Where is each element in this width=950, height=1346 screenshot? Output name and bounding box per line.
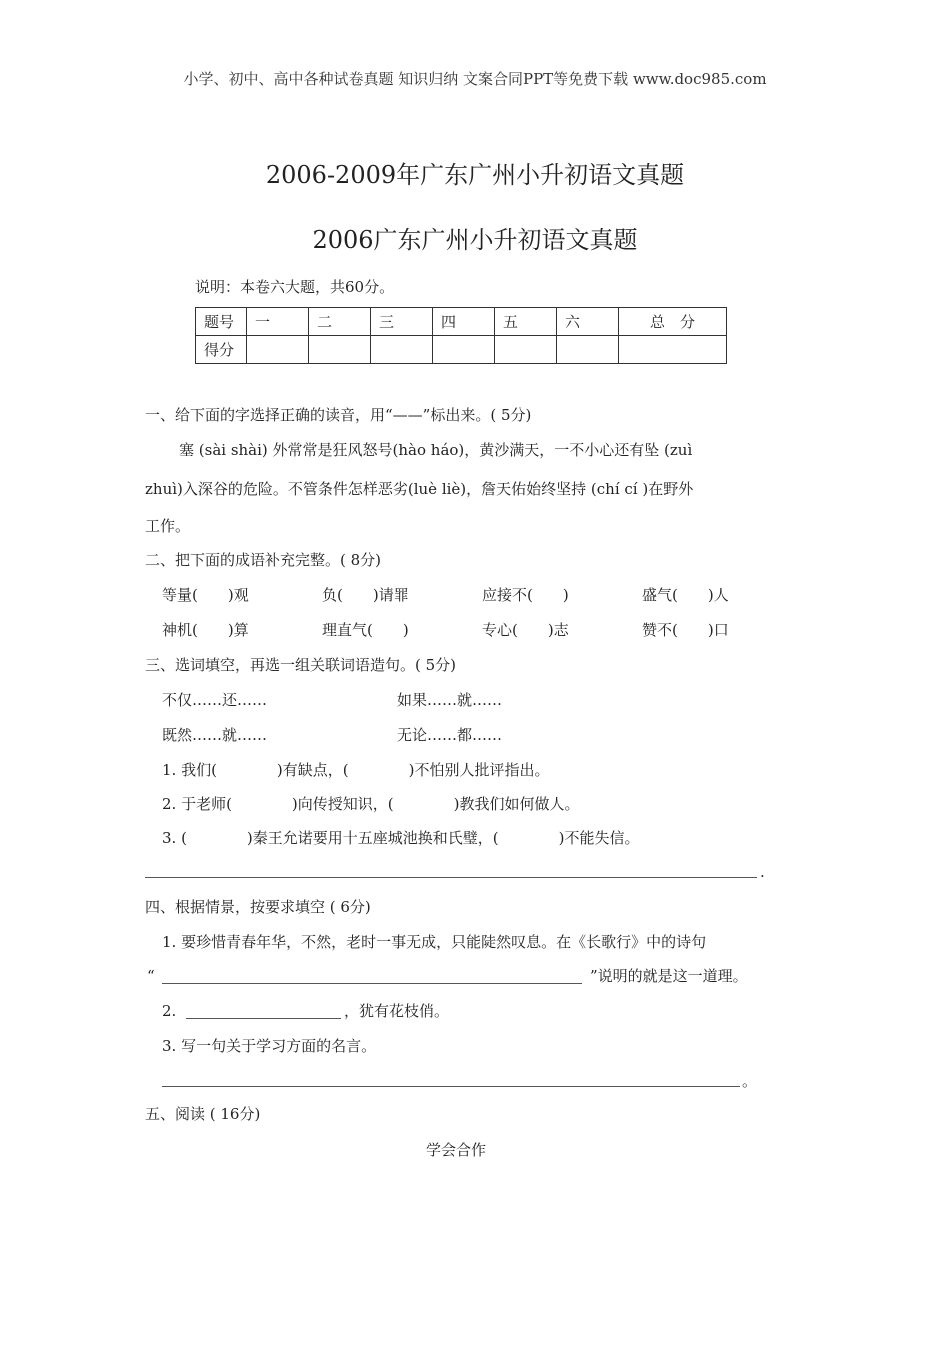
question-3-2: 2. 于老师( )向传授知识，( )教我们如何做人。 xyxy=(162,795,580,813)
score-table xyxy=(195,307,727,364)
sub-title: 2006广东广州小升初语文真题 xyxy=(312,226,638,254)
score-table-header-cell: 二 xyxy=(309,308,371,336)
score-table-header-cell: 三 xyxy=(371,308,433,336)
score-cell[interactable] xyxy=(309,336,371,364)
conjunction-option: 不仅……还…… xyxy=(162,691,268,709)
quote-answer-line[interactable] xyxy=(162,1086,740,1087)
score-cell[interactable] xyxy=(433,336,495,364)
idiom-item: 神机( )算 xyxy=(162,621,249,639)
score-table-header-cell: 四 xyxy=(433,308,495,336)
section-5-heading: 五、阅读 ( 16分) xyxy=(145,1105,261,1123)
question-4-2-text: ，犹有花枝俏。 xyxy=(344,1002,450,1020)
idiom-item: 盛气( )人 xyxy=(642,586,729,604)
section-1-heading: 一、给下面的字选择正确的读音，用“——”标出来。( 5分) xyxy=(145,406,532,424)
section-1-line: 工作。 xyxy=(145,517,191,535)
poem-line-blank[interactable] xyxy=(186,1018,341,1019)
instruction: 说明：本卷六大题，共60分。 xyxy=(195,278,395,296)
idiom-item: 理直气( ) xyxy=(322,621,409,639)
question-4-2-number: 2. xyxy=(162,1002,177,1020)
section-3-heading: 三、选词填空，再选一组关联词语造句。( 5分) xyxy=(145,656,457,674)
conjunction-option: 如果……就…… xyxy=(397,691,503,709)
score-row-label: 得分 xyxy=(196,336,247,364)
score-table-header-cell: 题号 xyxy=(196,308,247,336)
article-title: 学会合作 xyxy=(425,1141,486,1159)
question-3-1: 1. 我们( )有缺点，( )不怕别人批评指出。 xyxy=(162,761,550,779)
score-table-header-row xyxy=(196,308,727,336)
line-end-period: 。 xyxy=(742,1072,758,1090)
question-4-1-tail: ”说明的就是这一道理。 xyxy=(590,967,748,985)
section-1-line: zhuì)入深谷的危险。不管条件怎样恶劣(luè liè)，詹天佑始终坚持 (chí cí )在野外 xyxy=(145,480,694,498)
question-3-3: 3. ( )秦王允诺要用十五座城池换和氏璧，( )不能失信。 xyxy=(162,829,640,847)
score-table-header-cell: 总 分 xyxy=(619,308,727,336)
line-end-period: . xyxy=(760,863,765,881)
poem-answer-line[interactable] xyxy=(162,983,582,984)
idiom-item: 应接不( ) xyxy=(482,586,569,604)
page-header: 小学、初中、高中各种试卷真题 知识归纳 文案合同PPT等免费下载 www.doc985.com xyxy=(183,70,767,88)
section-2-heading: 二、把下面的成语补充完整。( 8分) xyxy=(145,551,382,569)
section-4-heading: 四、根据情景，按要求填空 ( 6分) xyxy=(145,898,371,916)
conjunction-option: 既然……就…… xyxy=(162,726,268,744)
idiom-item: 专心( )志 xyxy=(482,621,569,639)
question-4-3: 3. 写一句关于学习方面的名言。 xyxy=(162,1037,377,1055)
main-title: 2006-2009年广东广州小升初语文真题 xyxy=(265,161,685,189)
score-table-header-cell: 五 xyxy=(495,308,557,336)
idiom-item: 等量( )观 xyxy=(162,586,249,604)
idiom-item: 负( )请罪 xyxy=(322,586,409,604)
question-4-1: 1. 要珍惜青春年华，不然，老时一事无成，只能陡然叹息。在《长歌行》中的诗句 xyxy=(162,933,707,951)
section-1-line: 塞 (sài shài) 外常常是狂风怒号(hào háo)，黄沙满天，一不小心还有坠 (zuì xyxy=(179,441,693,459)
answer-line[interactable] xyxy=(145,877,757,878)
score-cell[interactable] xyxy=(557,336,619,364)
score-cell[interactable] xyxy=(247,336,309,364)
idiom-item: 赞不( )口 xyxy=(642,621,729,639)
score-table-header-cell: 六 xyxy=(557,308,619,336)
score-cell[interactable] xyxy=(619,336,727,364)
score-table-header-cell: 一 xyxy=(247,308,309,336)
quote-open: “ xyxy=(147,967,155,985)
score-cell[interactable] xyxy=(495,336,557,364)
score-cell[interactable] xyxy=(371,336,433,364)
conjunction-option: 无论……都…… xyxy=(397,726,503,744)
score-table-score-row xyxy=(196,336,727,364)
